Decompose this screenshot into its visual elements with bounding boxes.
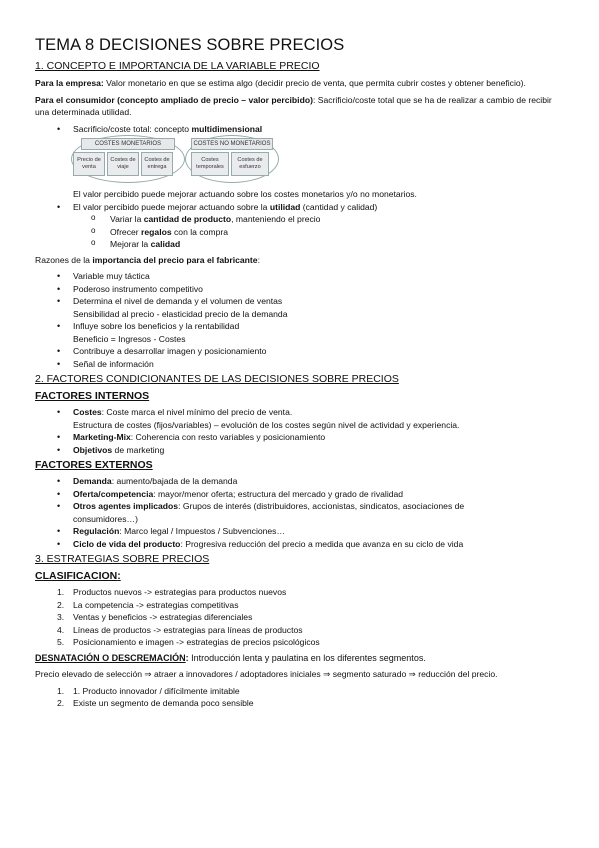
list-item: 5. Posicionamiento e imagen -> estrategias de precios psicológicos (57, 637, 320, 647)
list-item: • Señal de información (35, 358, 565, 371)
para-empresa: Para la empresa: Valor monetario en que se estima algo (decidir precio de venta, que permita cubrir costes y obtener beneficio). (35, 78, 526, 88)
list-factores-internos (35, 406, 565, 456)
list-item: • Objetivos de marketing (35, 444, 565, 457)
list-item: • Regulación: Marco legal / Impuestos / Subvenciones… (35, 525, 565, 538)
list-item: • Variable muy táctica (35, 270, 565, 283)
list-item: • Determina el nivel de demanda y el volumen de ventas (35, 295, 565, 308)
list-item: • Oferta/competencia: mayor/menor oferta; estructura del mercado y grado de rivalidad (35, 488, 565, 501)
list-item: • Contribuye a desarrollar imagen y posicionamiento (35, 345, 565, 358)
list-razones (35, 270, 565, 370)
list-item: • Poderoso instrumento competitivo (35, 283, 565, 296)
box-costes-viaje: Costes de viaje (107, 152, 139, 176)
sub-item: o Mejorar la calidad (35, 238, 565, 251)
sub-item: o Variar la cantidad de producto, manteniendo el precio (35, 213, 565, 226)
list-item: • Demanda: aumento/bajada de la demanda (35, 475, 565, 488)
box-costes-temporales: Costes temporales (191, 152, 229, 176)
list-factores-externos (35, 475, 565, 550)
list-item-continuation: consumidores…) (73, 513, 138, 524)
list-sacrificio (35, 123, 565, 136)
list-item: • Ciclo de vida del producto: Progresiva reducción del precio a medida que avanza en su ciclo de vida (35, 538, 565, 551)
box-costes-esfuerzo: Costes de esfuerzo (231, 152, 269, 176)
sub-item: o Ofrecer regalos con la compra (35, 226, 565, 239)
list-item: 3. Ventas y beneficios -> estrategias diferenciales (57, 612, 253, 622)
list-item: • Sacrificio/coste total: concepto multidimensional (35, 123, 565, 136)
list-clasificacion (35, 586, 565, 649)
box-costes-entrega: Costes de entrega (141, 152, 173, 176)
list-item: • El valor percibido puede mejorar actuando sobre la utilidad (cantidad y calidad) (35, 201, 565, 214)
factores-externos-heading: FACTORES EXTERNOS (35, 459, 153, 471)
section-3-heading: 3. ESTRATEGIAS SOBRE PRECIOS (35, 553, 210, 565)
list-item: 1. 1. Producto innovador / difícilmente imitable (57, 685, 240, 696)
section-1-heading: 1. CONCEPTO E IMPORTANCIA DE LA VARIABLE PRECIO (35, 60, 320, 72)
list-valor-percibido (35, 188, 565, 251)
para-consumidor: Para el consumidor (concepto ampliado de precio – valor percibido): Sacrificio/coste total que se ha de realizar a cambio de recibir una determinada utilidad. (35, 94, 552, 117)
desnatacion-paragraph: Precio elevado de selección ⇒ atraer a innovadores / adoptadores iniciales ⇒ segmento saturado ⇒ reducción del precio. (35, 669, 498, 679)
list-item: • Otros agentes implicados: Grupos de interés (distribuidores, accionistas, sindicatos, asociaciones de (35, 500, 565, 513)
group-costes-no-monetarios: COSTES NO MONETARIOS (191, 138, 273, 150)
list-item: • Influye sobre los beneficios y la rentabilidad (35, 320, 565, 333)
list-item-continuation: Sensibilidad al precio - elasticidad precio de la demanda (73, 308, 288, 319)
desnatacion-heading: DESNATACIÓN O DESCREMACIÓN: Introducción lenta y paulatina en los diferentes segmentos. (35, 652, 426, 663)
list-desnatacion (35, 685, 565, 710)
list-item: 4. Líneas de productos -> estrategias para líneas de productos (57, 624, 303, 635)
document-page (35, 36, 565, 713)
list-item-continuation: Beneficio = Ingresos - Costes (73, 333, 186, 344)
clasificacion-heading: CLASIFICACION: (35, 570, 121, 582)
page-title: TEMA 8 DECISIONES SOBRE PRECIOS (35, 36, 345, 54)
razones-heading: Razones de la importancia del precio para el fabricante: (35, 254, 260, 265)
box-precio-venta: Precio de venta (73, 152, 105, 176)
cost-diagram (73, 138, 323, 182)
list-item: 2. La competencia -> estrategias competitivas (57, 599, 239, 610)
list-item: 2. Existe un segmento de demanda poco sensible (57, 698, 254, 708)
group-costes-monetarios: COSTES MONETARIOS (81, 138, 175, 150)
list-item: • Costes: Coste marca el nivel mínimo del precio de venta. (35, 406, 565, 419)
list-item: • Marketing-Mix: Coherencia con resto variables y posicionamiento (35, 431, 565, 444)
section-2-heading: 2. FACTORES CONDICIONANTES DE LAS DECISIONES SOBRE PRECIOS (35, 373, 399, 385)
factores-internos-heading: FACTORES INTERNOS (35, 390, 150, 402)
list-item-continuation: Estructura de costes (fijos/variables) – evolución de los costes según nivel de actividad y experiencia. (73, 419, 460, 430)
list-item-continuation: El valor percibido puede mejorar actuando sobre los costes monetarios y/o no monetarios. (73, 189, 417, 199)
list-item: 1. Productos nuevos -> estrategias para productos nuevos (57, 587, 287, 597)
